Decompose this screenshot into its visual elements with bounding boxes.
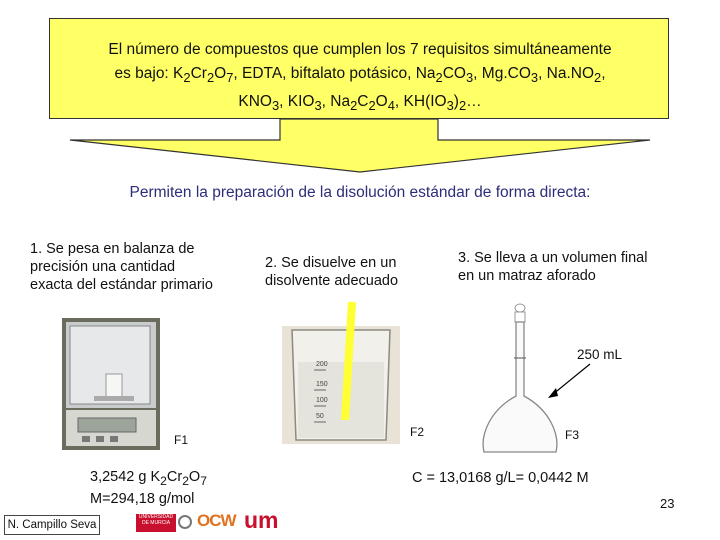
step-1: 1. Se pesa en balanza de precisión una cantidad exacta del estándar primario xyxy=(30,241,213,293)
seal-icon xyxy=(178,515,192,529)
banner-line-3: $KNO_3$, $KIO_3$, $Na_2C_2O_4$, $KH(IO_3)_2\dots$ xyxy=(238,93,482,114)
beaker-mark-50: 50 xyxy=(316,413,324,420)
mass-info: 3,2542 g $K_2Cr_2O_7$ M=294,18 g/mol xyxy=(90,469,207,507)
university-logo: UNIVERSIDAD DE MURCIA xyxy=(136,514,176,532)
figure-label-f2: F2 xyxy=(410,425,425,439)
author-box: N. Campillo Seva xyxy=(4,515,100,535)
step-2: 2. Se disuelve en un disolvente adecuado xyxy=(265,255,399,289)
figure-label-f1: F1 xyxy=(174,433,189,447)
subtitle: Permiten la preparación de la disolución estándar de forma directa: xyxy=(129,184,591,201)
ocw-logo: OCW xyxy=(197,511,236,530)
beaker-mark-100: 100 xyxy=(316,397,328,404)
banner-line-1: El número de compuestos que cumplen los 7 requisitos simultáneamente xyxy=(108,41,612,58)
um-logo: um xyxy=(244,507,279,533)
figure-label-f3: F3 xyxy=(565,428,580,442)
page-number: 23 xyxy=(660,496,675,511)
beaker-mark-200: 200 xyxy=(316,361,328,368)
beaker-mark-150: 150 xyxy=(316,381,328,388)
step-3: 3. Se lleva a un volumen final en un matraz aforado xyxy=(458,250,648,284)
concentration-result: C = 13,0168 g/L= 0,0442 M xyxy=(412,470,589,486)
flask-volume-label: 250 mL xyxy=(577,347,623,362)
banner-line-2: es bajo: $K_2Cr_2O_7$, EDTA, biftalato potásico, $Na_2CO_3$, $Mg.CO_3$, $Na.NO_2$, xyxy=(114,65,606,86)
